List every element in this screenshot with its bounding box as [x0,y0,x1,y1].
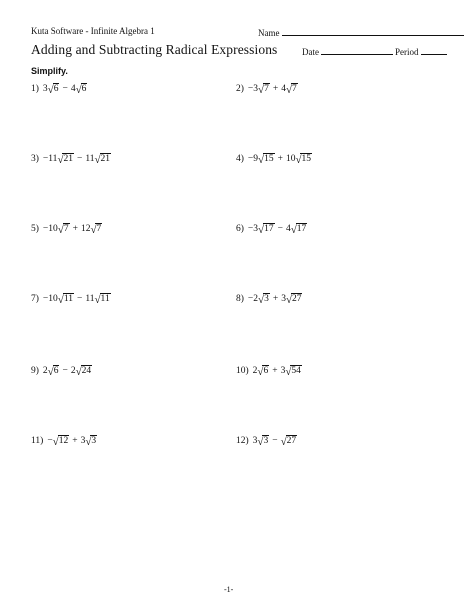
problem-8 [236,292,302,306]
radical-sign-icon: √ [57,154,64,166]
radical [76,83,88,95]
radical-sign-icon: √ [75,84,82,96]
radical-sign-icon: √ [258,294,265,306]
radical-sign-icon: √ [258,224,265,236]
radicand: 17 [296,224,307,234]
radical-sign-icon: √ [52,436,59,448]
radicand: 6 [53,366,59,376]
radicand: 6 [53,84,59,94]
period-blank[interactable] [421,45,447,55]
radical-sign-icon: √ [285,294,292,306]
radicand: 7 [96,224,102,234]
problem-number: 4) [236,154,244,164]
coefficient: 3 [252,436,258,446]
problem-number: 10) [236,366,249,376]
coefficient: 4 [281,84,286,94]
radicand: 3 [91,436,97,446]
problem-number: 2) [236,84,244,94]
radicand: 11 [100,294,110,304]
radicand: 54 [291,366,301,376]
radical [90,223,102,235]
coefficient: 11 [85,294,95,304]
coefficient: 2 [70,366,76,376]
radicand: 15 [264,154,274,164]
period-label: Period [395,47,419,57]
coefficient: 3 [42,84,48,94]
operator: + [272,84,279,94]
radical [95,153,112,165]
radical-sign-icon: √ [75,366,82,378]
problem-number: 6) [236,224,244,234]
coefficient: 3 [281,294,286,304]
radical-sign-icon: √ [257,436,264,448]
problem-number: 11) [31,436,44,446]
operator: − [277,224,283,234]
radical [258,223,275,235]
problem-number: 12) [236,436,249,446]
coefficient: 4 [285,224,291,234]
radicand: 7 [63,224,69,234]
problem-9 [31,364,92,378]
problem-number: 5) [31,224,39,234]
radical [258,83,270,95]
instructions: Simplify. [31,66,68,76]
radical [76,365,93,377]
radicand: 21 [100,154,111,164]
radicand: 11 [63,294,73,304]
radical-sign-icon: √ [57,294,64,306]
radical [285,365,302,377]
name-label: Name [258,28,280,38]
radicand: 15 [301,154,311,164]
page-number: -1- [224,585,234,594]
radicand: 17 [264,224,274,234]
date-label: Date [302,47,319,57]
radical [286,293,303,305]
coefficient: 3 [80,436,86,446]
coefficient: 11 [85,154,95,164]
problem-10 [236,364,302,378]
problem-number: 1) [31,84,39,94]
coefficient: −9 [247,154,259,164]
operator: − [62,366,68,376]
coefficient: −3 [247,224,259,234]
date-blank[interactable] [321,45,393,55]
name-field[interactable] [258,26,464,38]
radical-sign-icon: √ [85,436,92,448]
worksheet-title: Adding and Subtracting Radical Expressions [31,42,278,57]
radicand: 3 [263,436,269,446]
radical [48,83,60,95]
radical [258,293,270,305]
problem-number: 9) [31,366,39,376]
problem-6 [236,222,307,236]
radicand: 24 [81,366,92,376]
radical-sign-icon: √ [285,84,292,96]
problem-5 [31,222,102,236]
radical [95,293,111,305]
radical [257,365,269,377]
radical [85,435,97,447]
coefficient: 3 [280,366,286,376]
coefficient: 10 [285,154,296,164]
radical [281,435,298,447]
name-blank[interactable] [282,26,464,36]
radical-sign-icon: √ [94,294,101,306]
radical-sign-icon: √ [285,366,292,378]
problem-4 [236,152,312,166]
radical-sign-icon: √ [47,366,54,378]
operator: + [272,294,279,304]
problem-7 [31,292,111,306]
coefficient: − [47,436,53,446]
radical [53,435,70,447]
period-field[interactable] [395,45,447,57]
radical [295,153,312,165]
problem-number: 3) [31,154,39,164]
operator: + [272,366,278,376]
date-field[interactable] [302,45,393,57]
coefficient: −11 [42,154,58,164]
problem-11 [31,434,97,448]
coefficient: 12 [80,224,91,234]
operator: + [72,436,78,446]
radical-sign-icon: √ [290,224,297,236]
radical-sign-icon: √ [94,154,101,166]
radicand: 6 [81,84,87,94]
radicand: 6 [263,366,269,376]
radicand: 27 [291,294,302,304]
radicand: 7 [264,84,269,94]
radicand: 27 [286,436,297,446]
coefficient: 2 [42,366,48,376]
radical [257,435,269,447]
operator: − [272,436,278,446]
coefficient: −3 [247,84,259,94]
radical-sign-icon: √ [57,224,64,236]
coefficient: 2 [252,366,258,376]
coefficient: −10 [42,294,58,304]
publisher-label: Kuta Software - Infinite Algebra 1 [31,26,155,36]
radical [258,153,275,165]
radical [291,223,308,235]
problem-number: 7) [31,294,39,304]
radical-sign-icon: √ [258,84,265,96]
radical-sign-icon: √ [258,154,265,166]
radicand: 7 [291,84,297,94]
problem-number: 8) [236,294,244,304]
radical-sign-icon: √ [295,154,302,166]
radical-sign-icon: √ [47,84,54,96]
operator: + [72,224,78,234]
problem-12 [236,434,297,448]
operator: + [277,154,283,164]
operator: − [62,84,68,94]
problem-2 [236,82,298,96]
radical [48,365,60,377]
problem-3 [31,152,111,166]
operator: − [76,294,83,304]
radical-sign-icon: √ [90,224,97,236]
radical [57,153,74,165]
radical [286,83,298,95]
radicand: 3 [264,294,269,304]
radicand: 12 [58,436,69,446]
coefficient: 4 [70,84,76,94]
radical [58,293,74,305]
radical-sign-icon: √ [280,436,287,448]
radical [58,223,70,235]
radical-sign-icon: √ [257,366,264,378]
coefficient: −10 [42,224,58,234]
radicand: 21 [63,154,73,164]
coefficient: −2 [247,294,259,304]
operator: − [76,154,83,164]
problem-1 [31,82,87,96]
